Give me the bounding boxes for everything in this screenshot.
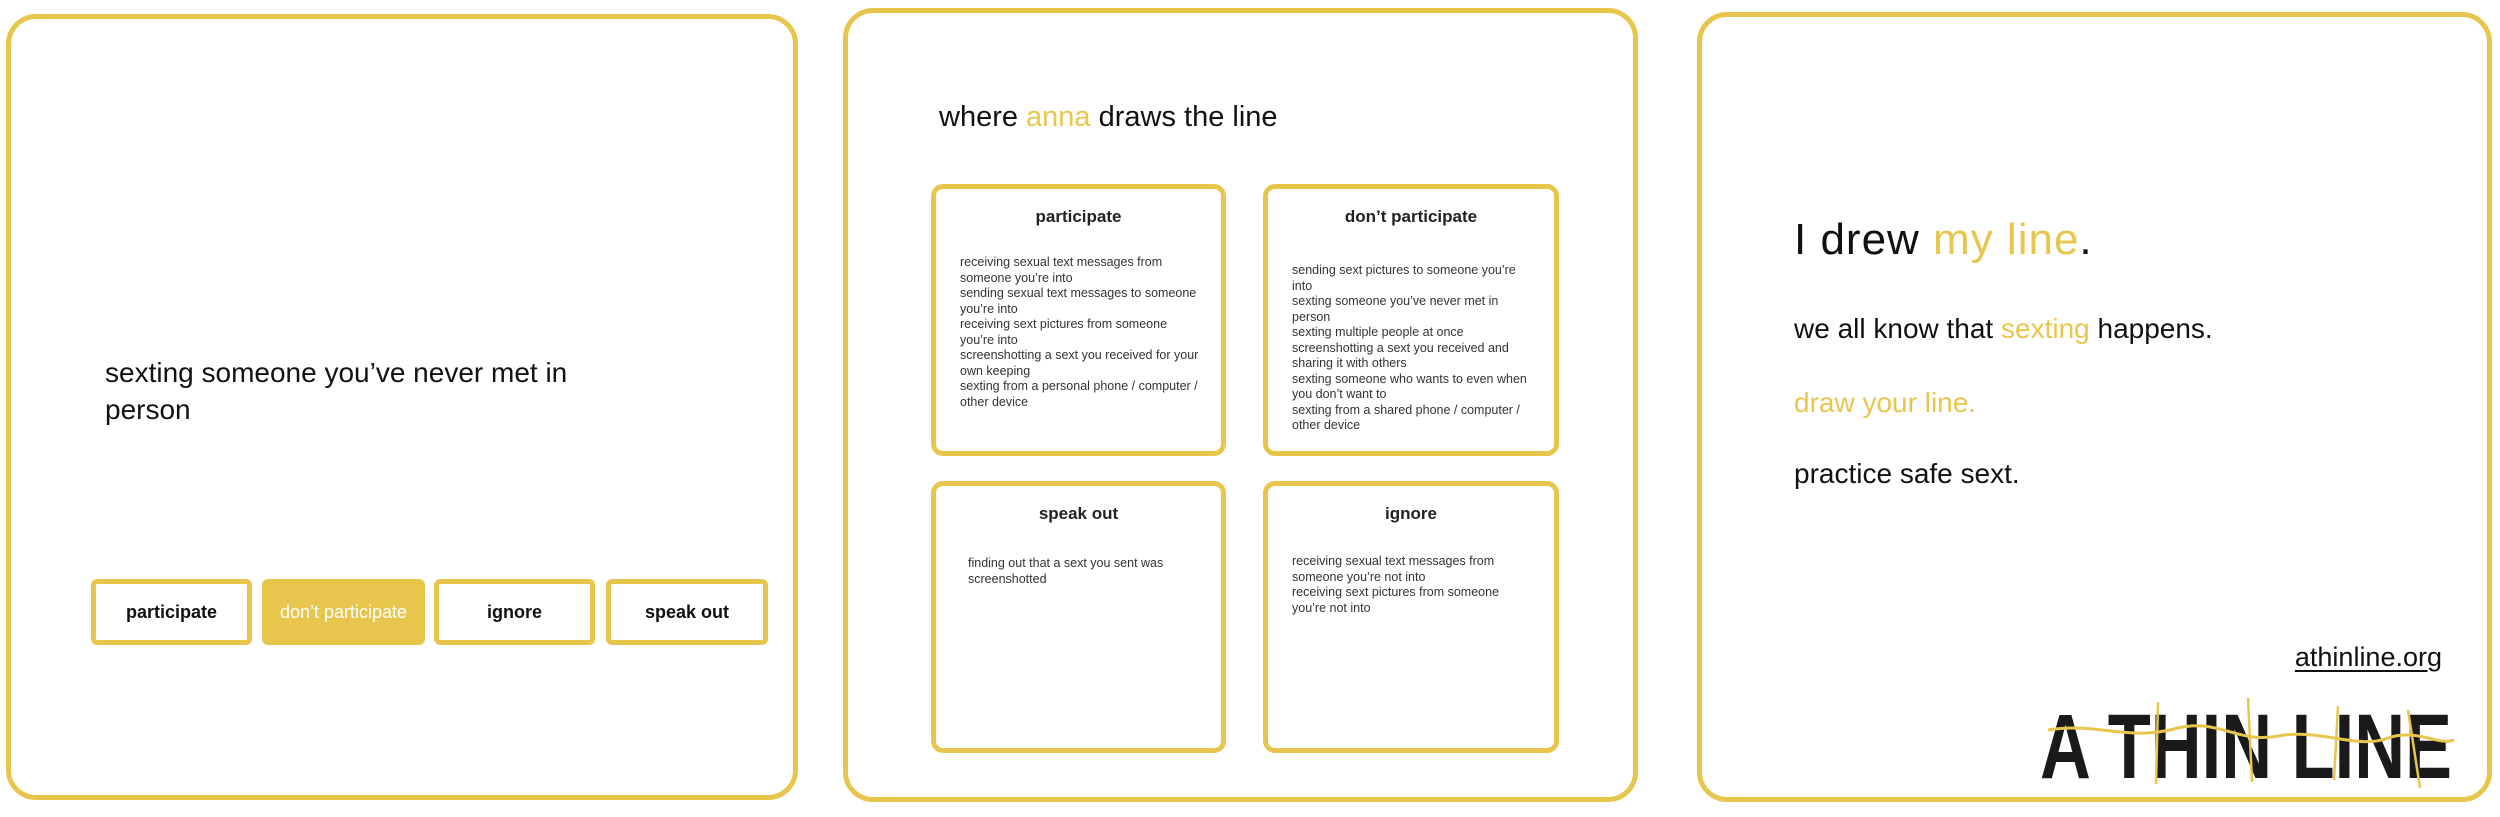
list-item: screenshotting a sext you received and sharing it with others: [1292, 340, 1509, 370]
results-title-post: draws the line: [1090, 101, 1278, 133]
headline-pre: I drew: [1794, 215, 1934, 264]
ignore-card: [1263, 481, 1559, 753]
list-item: sending sext pictures to someone you’re into: [1292, 263, 1516, 293]
ignore-card-title: ignore: [1385, 504, 1437, 523]
list-item: sending sexual text messages to someone you’re into: [960, 286, 1197, 316]
list-item: sexting multiple people at once: [1292, 325, 1464, 339]
participate-button[interactable]: participate: [91, 579, 252, 645]
speak-out-button[interactable]: speak out: [606, 579, 768, 645]
list-item: receiving sexual text messages from someone you’re not into: [1292, 554, 1495, 584]
participate-card-title: participate: [1035, 207, 1122, 226]
line1-pre: we all know that: [1794, 313, 2001, 344]
list-item: receiving sext pictures from someone you’re into: [960, 317, 1168, 347]
line1-post: happens.: [2089, 313, 2213, 344]
headline-accent: my line: [1933, 215, 2080, 264]
list-item: sexting from a shared phone / computer / other device: [1292, 402, 1520, 432]
line1-accent: sexting: [2001, 313, 2090, 344]
dont-participate-button[interactable]: don’t participate: [262, 579, 425, 645]
results-panel: [843, 8, 1638, 802]
speak-out-card-title: speak out: [1038, 504, 1119, 523]
a-thin-line-logo: [2038, 692, 2454, 792]
list-item: receiving sexual text messages from someone you’re into: [960, 255, 1163, 285]
results-title-name: anna: [1026, 101, 1091, 133]
list-item: receiving sext pictures from someone you’re not into: [1292, 585, 1500, 615]
participate-card: [931, 184, 1226, 456]
sexting-happens-line: [1794, 313, 2213, 345]
logo-wordmark: A THIN LINE: [2040, 696, 2452, 792]
practice-safe-sext-text: practice safe sext.: [1794, 458, 2020, 489]
list-item: sexting from a personal phone / computer / other device: [960, 379, 1198, 409]
draw-your-line-text: draw your line.: [1794, 387, 1977, 418]
closing-panel: [1697, 12, 2492, 802]
participate-card-list: [960, 255, 1203, 410]
ignore-card-list: [1292, 554, 1536, 616]
speak-out-card-list: [968, 556, 1203, 587]
list-item: screenshotting a sext you received for your own keeping: [960, 348, 1199, 378]
list-item: finding out that a sext you sent was screenshotted: [968, 556, 1164, 586]
scenario-panel: [6, 14, 798, 800]
headline-post: .: [2079, 215, 2093, 264]
dont-participate-card-title: don’t participate: [1344, 207, 1478, 226]
scenario-text: sexting someone you’ve never met in person: [105, 357, 568, 425]
speak-out-card: [931, 481, 1226, 753]
dont-participate-card-list: [1292, 263, 1536, 434]
results-title: [939, 101, 1278, 134]
list-item: sexting someone you’ve never met in person: [1292, 294, 1499, 324]
closing-headline: [1794, 215, 2093, 265]
dont-participate-card: [1263, 184, 1559, 456]
ignore-button[interactable]: ignore: [434, 579, 595, 645]
list-item: sexting someone who wants to even when you don’t want to: [1292, 371, 1527, 401]
results-title-pre: where: [939, 101, 1027, 133]
site-link[interactable]: athinline.org: [2294, 642, 2442, 672]
